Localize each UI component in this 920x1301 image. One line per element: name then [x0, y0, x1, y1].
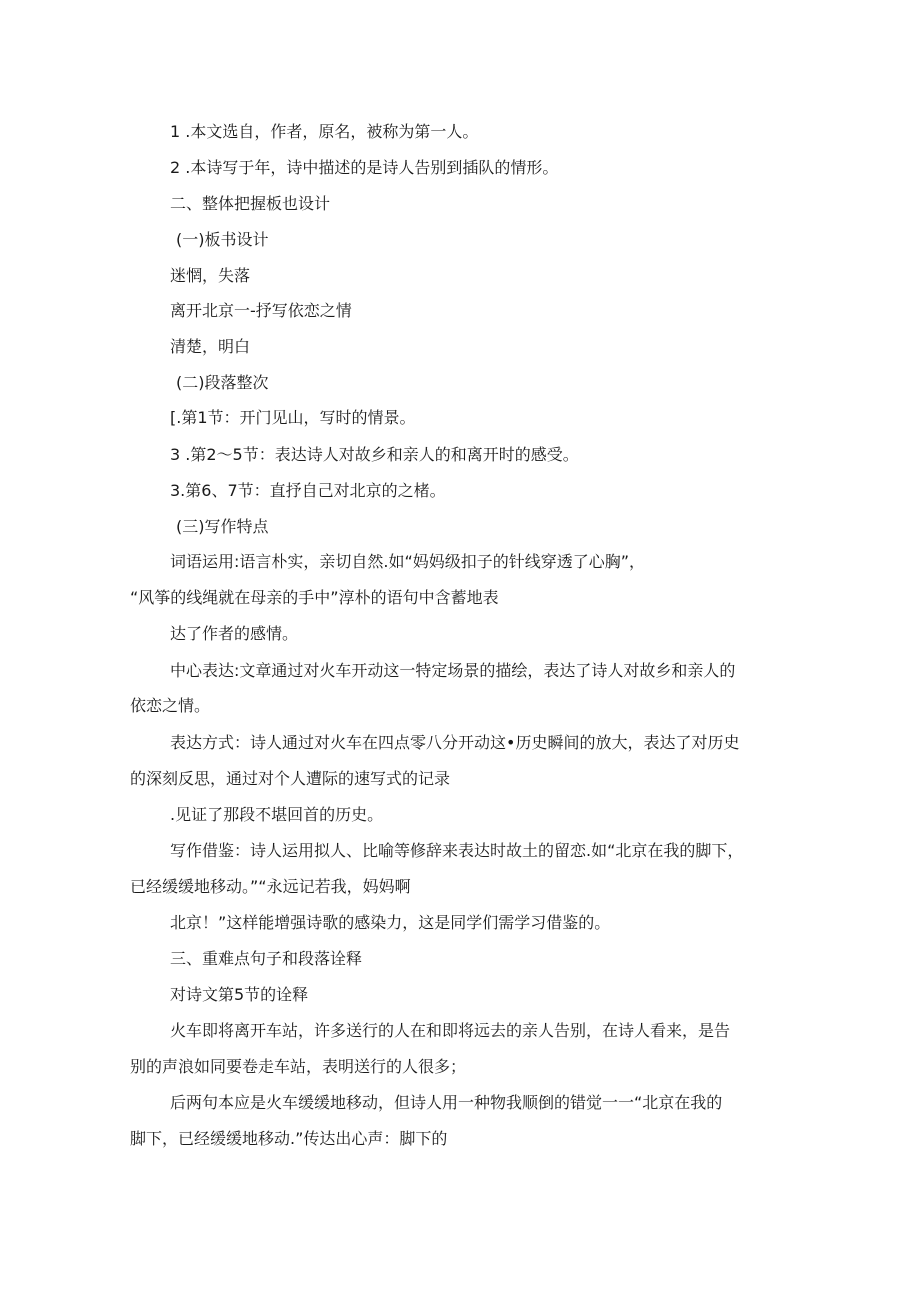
text-line: 词语运用:语言朴实，亲切自然.如“妈妈级扣子的针线穿透了心胸”，	[170, 552, 646, 571]
text-line: 后两句本应是火车缓缓地移动，但诗人用一种物我顺倒的错觉一一“北京在我的	[170, 1093, 723, 1112]
text-line: 写作借鉴：诗人运用拟人、比喻等修辞来表达时故土的留恋.如“北京在我的脚下，	[170, 841, 744, 860]
text-line: 表达方式：诗人通过对火车在四点零八分开动这•历史瞬间的放大，表达了对历史	[170, 733, 740, 752]
text-line: “风筝的线绳就在母亲的手中”淳朴的语句中含蓄地表	[130, 588, 499, 607]
text-line: 对诗文第5节的诠释	[170, 985, 309, 1004]
text-line: 3 .第2〜5节：表达诗人对故乡和亲人的和离开时的感受。	[170, 445, 579, 464]
text-line: 离开北京一-抒写依恋之情	[170, 301, 352, 320]
text-line: 北京！”这样能增强诗歌的感染力，这是同学们需学习借鉴的。	[170, 913, 611, 932]
text-line: 已经缓缓地移动。”“永远记若我，妈妈啊	[130, 877, 411, 896]
text-line: 火车即将离开车站，许多送行的人在和即将远去的亲人告别，在诗人看来，是告	[170, 1021, 731, 1040]
text-line: 中心表达:文章通过对火车开动这一特定场景的描绘，表达了诗人对故乡和亲人的	[170, 661, 736, 680]
text-line: 3.第6、7节：直抒自己对北京的之楮。	[170, 481, 446, 500]
text-line: 迷惘，失落	[170, 266, 251, 285]
text-line: .见证了那段不堪回首的历史。	[170, 805, 384, 824]
subsection-heading: (三)写作特点	[176, 517, 269, 536]
subsection-heading: (一)板书设计	[176, 230, 269, 249]
text-line: 脚下，已经缓缓地移动.”传达出心声：脚下的	[130, 1129, 448, 1148]
section-heading: 二、整体把握板也设计	[170, 194, 331, 213]
text-line: 达了作者的感情。	[170, 624, 299, 643]
text-line: [.第1节：开门见山，写时的情景。	[170, 408, 416, 427]
text-line: 的深刻反思，通过对个人遭际的速写式的记录	[130, 769, 451, 788]
text-line: 清楚，明白	[170, 337, 251, 356]
section-heading: 三、重难点句子和段落诠释	[170, 949, 363, 968]
text-line: 1 .本文选自，作者，原名，被称为第一人。	[170, 122, 479, 141]
text-line: 2 .本诗写于年，诗中描述的是诗人告别到插队的情形。	[170, 158, 559, 177]
subsection-heading: (二)段落整次	[176, 373, 269, 392]
text-line: 依恋之情。	[130, 696, 211, 715]
text-line: 别的声浪如同要卷走车站，表明送行的人很多；	[130, 1057, 467, 1076]
